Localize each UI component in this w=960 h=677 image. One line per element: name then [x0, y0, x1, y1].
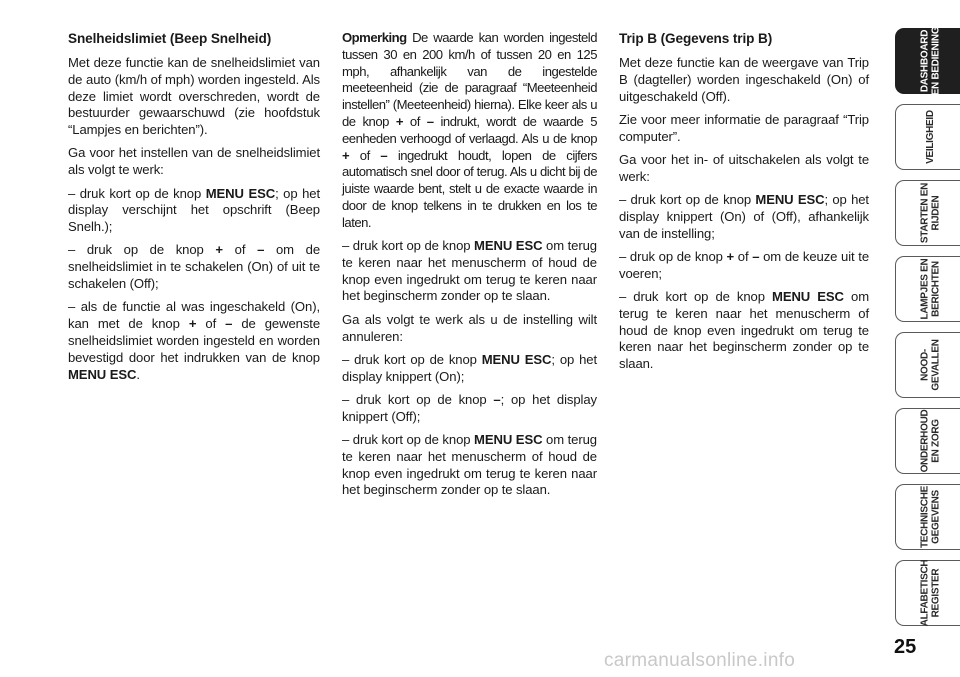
tab-label: VEILIGHEID: [924, 110, 936, 164]
instruction-step: – druk kort op de knop –; op het display knippert (Off);: [342, 391, 597, 424]
tab-starten-en-rijden[interactable]: [895, 180, 960, 246]
tab-onderhoud-en-zorg[interactable]: [895, 408, 960, 474]
instruction-step: – als de functie al was ingeschakeld (On), kan met de knop + of – de gewenste snelheidslimiet worden ingesteld en worden bevestigd door het indrukken van de knop MENU ESC.: [68, 299, 320, 382]
instruction-step: – druk kort op de knop MENU ESC om terug te keren naar het menuscherm of houd de knop even ingedrukt om terug te keren naar het beginscherm zonder op te slaan.: [342, 432, 597, 498]
tab-technische-gegevens[interactable]: [895, 484, 960, 550]
instruction-step: – druk kort op de knop MENU ESC; op het display verschijnt het opschrift (Beep Snelh.);: [68, 185, 320, 235]
tab-label: DASHBOARD EN BEDIENING: [919, 26, 941, 96]
paragraph: Met deze functie kan de weergave van Trip B (dagteller) worden ingeschakeld (On) of uitgeschakeld (Off).: [619, 55, 869, 104]
paragraph: Ga voor het instellen van de snelheidslimiet als volgt te werk:: [68, 145, 320, 178]
instruction-step: – druk kort op de knop MENU ESC; op het display knippert (On);: [342, 351, 597, 384]
minus-symbol: –: [752, 248, 760, 264]
tab-label: ALFABETISCH REGISTER: [919, 559, 941, 627]
minus-symbol: –: [493, 391, 501, 407]
tab-label: ONDERHOUD EN ZORG: [919, 409, 941, 473]
plus-symbol: +: [726, 248, 735, 264]
tab-noodgevallen[interactable]: [895, 332, 960, 398]
button-name-menu-esc: MENU ESC: [474, 432, 543, 448]
instruction-step: – druk op de knop + of – om de snelheidslimiet in te schakelen (On) of uit te schakelen (Off);: [68, 242, 320, 292]
button-name-menu-esc: MENU ESC: [772, 289, 844, 305]
button-name-menu-esc: MENU ESC: [205, 185, 276, 201]
tab-lampjes-en-berichten[interactable]: [895, 256, 960, 322]
tab-label: NOOD- GEVALLEN: [919, 339, 941, 391]
tab-label: STARTEN EN RIJDEN: [919, 182, 941, 244]
plus-symbol: +: [215, 242, 223, 258]
column-3: [619, 30, 869, 380]
note-paragraph: Opmerking De waarde kan worden ingesteld tussen 30 en 200 km/h of tussen 20 en 125 mph, afhankelijk van de ingestelde meeteenheid (zie de paragraaf “Meeteenheid instellen” (Meeteenheid) hierna). Elke keer als u de knop + of – indrukt, wordt de waarde 5 eenheden verhoogd of verlaagd. Als u de knop + of – ingedrukt houdt, lopen de cijfers automatisch snel door of terug. Als u dicht bij de juiste waarde bent, stelt u de exacte waarde in door de knop telkens in te drukken en los te laten.: [342, 30, 597, 230]
tab-label: TECHNISCHE GEGEVENS: [919, 485, 941, 549]
button-name-menu-esc: MENU ESC: [68, 366, 137, 382]
tab-dashboard-en-bediening[interactable]: [895, 28, 960, 94]
button-name-menu-esc: MENU ESC: [755, 192, 825, 208]
minus-symbol: –: [225, 316, 233, 332]
column-2: [342, 30, 597, 506]
instruction-step: – druk op de knop + of – om de keuze uit te voeren;: [619, 248, 869, 281]
column-1: [68, 30, 320, 390]
instruction-step: – druk kort op de knop MENU ESC om terug te keren naar het menuscherm of houd de knop even ingedrukt om terug te keren naar het beginscherm zonder op te slaan.: [342, 238, 597, 304]
paragraph: Zie voor meer informatie de paragraaf “Trip computer”.: [619, 111, 869, 144]
tab-label: LAMPJES EN BERICHTEN: [919, 258, 941, 320]
paragraph: Ga als volgt te werk als u de instelling wilt annuleren:: [342, 311, 597, 344]
page-number: 25: [894, 636, 917, 658]
note-label: Opmerking: [342, 30, 407, 45]
instruction-step: – druk kort op de knop MENU ESC; op het display knippert (On) of (Off), afhankelijk van de instelling;: [619, 192, 869, 241]
plus-symbol: +: [188, 316, 197, 332]
minus-symbol: –: [257, 242, 265, 258]
tab-alfabetisch-register[interactable]: [895, 560, 960, 626]
button-name-menu-esc: MENU ESC: [481, 351, 552, 367]
section-heading-speed-limit: Snelheidslimiet (Beep Snelheid): [68, 31, 272, 46]
button-name-menu-esc: MENU ESC: [474, 238, 543, 254]
watermark-text: carmanualsonline.info: [604, 650, 796, 671]
section-heading-trip-b: Trip B (Gegevens trip B): [619, 31, 773, 46]
tab-veiligheid[interactable]: [895, 104, 960, 170]
paragraph: Ga voor het in- of uitschakelen als volgt te werk:: [619, 151, 869, 184]
instruction-step: – druk kort op de knop MENU ESC om terug te keren naar het menuscherm of houd de knop even ingedrukt om terug te keren naar het beginscherm zonder op te slaan.: [619, 289, 869, 372]
paragraph: Met deze functie kan de snelheidslimiet van de auto (km/h of mph) worden ingesteld. Als deze limiet wordt overschreden, wordt de bestuurder gewaarschuwd (zie hoofdstuk “Lampjes en berichten”).: [68, 55, 320, 138]
